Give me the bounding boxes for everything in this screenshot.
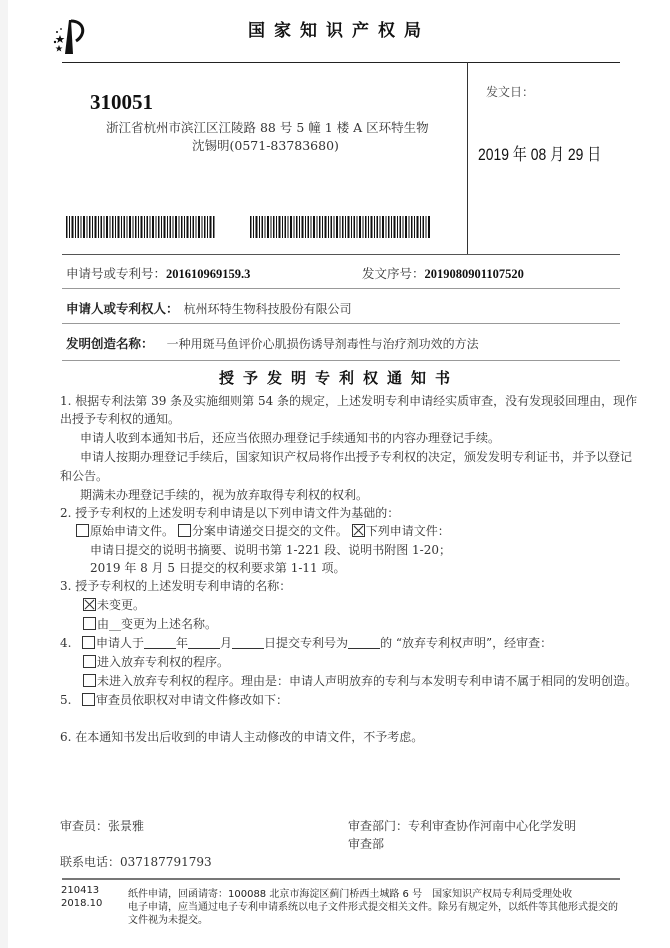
checkbox-not-enter-waiver[interactable]	[83, 674, 96, 687]
form-version: 2018.10	[61, 898, 103, 909]
paragraph-3-option-2	[83, 615, 217, 632]
checkbox-original-docs[interactable]	[76, 524, 89, 537]
option-divisional-docs-label: 分案申请递交日提交的文件。	[191, 524, 348, 538]
notice-title: 授予发明专利权通知书	[218, 369, 459, 387]
invention-title: 一种用斑马鱼评价心肌损伤诱导剂毒性与治疗剂功效的方法	[166, 337, 479, 351]
checkbox-title-unchanged[interactable]	[83, 598, 96, 611]
notice-page	[8, 0, 670, 948]
serial-number-row	[362, 263, 524, 282]
invention-row	[66, 333, 479, 352]
paragraph-4-option-2	[83, 672, 637, 689]
applicant-row	[66, 298, 352, 317]
issue-date-label: 发文日：	[486, 85, 535, 99]
paragraph-1-sub-2-line-1: 申请人按期办理登记手续后，国家知识产权局将作出授予专利权的决定，颁发发明专利证书，并予以登记	[80, 450, 633, 464]
waiver-text-1: 申请人于	[96, 636, 145, 650]
paragraph-1-sub-2-line-2: 和公告。	[60, 469, 109, 483]
header-vertical-divider	[467, 62, 468, 254]
row-divider-2	[62, 323, 620, 324]
paragraph-3: 3. 授予专利权的上述发明专利申请的名称：	[60, 579, 292, 593]
waiver-text-5: 的 “放弃专利权声明”，经审查：	[380, 636, 553, 650]
footer-paper-filing: 纸件申请，回函请寄：100088 北京市海淀区蓟门桥西土城路 6 号 国家知识产权局专利局受理处收	[128, 889, 573, 900]
applicant-name: 杭州环特生物科技股份有限公司	[183, 302, 352, 316]
checkbox-waiver-declaration[interactable]	[82, 636, 95, 649]
paragraph-1-sub-1: 申请人收到本通知书后，还应当依照办理登记手续通知书的内容办理登记手续。	[80, 431, 501, 445]
serial-number-label: 发文序号：	[362, 266, 425, 281]
applicant-label: 申请人或专利权人：	[66, 301, 179, 316]
paragraph-4-option-1	[83, 653, 229, 670]
waiver-day-blank	[232, 638, 264, 649]
paragraph-2-detail-2: 2019 年 8 月 5 日提交的权利要求第 1-11 项。	[90, 561, 346, 575]
footer-electronic-filing: 电子申请，应当通过电子专利申请系统以电子文件形式提交相关文件。除另有规定外，以纸件等其他形式提交的	[128, 902, 618, 913]
recipient-contact: 沈锡明(0571-83783680)	[192, 138, 339, 153]
application-number-row	[66, 263, 250, 282]
issue-date: 2019 年 08 月 29 日	[478, 145, 602, 164]
waiver-month-blank	[188, 638, 220, 649]
option-original-docs-label: 原始申请文件。	[90, 524, 175, 538]
checkbox-enter-waiver[interactable]	[83, 655, 96, 668]
recipient-address: 浙江省杭州市滨江区江陵路 88 号 5 幢 1 楼 A 区环特生物	[106, 120, 429, 135]
agency-name: 国家知识产权局	[248, 21, 430, 41]
paragraph-4-number: 4.	[60, 636, 72, 650]
paragraph-1-line-1: 1. 根据专利法第 39 条及实施细则第 54 条的规定，上述发明专利申请经实质审查，没有发现驳回理由，现作	[60, 394, 638, 408]
option-title-unchanged-label: 未变更。	[97, 598, 146, 612]
postcode: 310051	[90, 90, 153, 114]
waiver-text-3: 月	[220, 636, 233, 650]
paragraph-2-options	[76, 522, 450, 539]
waiver-text-4: 日提交专利号为	[264, 636, 349, 650]
paragraph-6: 6. 在本通知书发出后收到的申请人主动修改的申请文件，不予考虑。	[60, 730, 424, 744]
examiner-department-line-2: 审查部	[348, 837, 385, 851]
paragraph-5	[60, 691, 288, 708]
waiver-patent-no-blank	[348, 638, 380, 649]
waiver-year-blank	[144, 638, 176, 649]
barcode-divider	[62, 254, 620, 255]
waiver-text-2: 年	[176, 636, 189, 650]
paragraph-5-label: 审查员依职权对申请文件修改如下：	[96, 693, 289, 707]
footer-electronic-filing-cont: 文件视为未提交。	[128, 915, 208, 926]
paragraph-4	[60, 634, 552, 651]
paragraph-2: 2. 授予专利权的上述发明专利申请是以下列申请文件为基础的：	[60, 506, 400, 520]
paragraph-2-detail-1: 申请日提交的说明书摘要、说明书第 1-221 段、说明书附图 1-20；	[90, 543, 451, 557]
header-divider	[62, 62, 620, 63]
checkbox-divisional-docs[interactable]	[178, 524, 191, 537]
barcode-2	[250, 216, 432, 238]
option-listed-docs-label: 下列申请文件：	[365, 524, 450, 538]
checkbox-title-changed[interactable]	[83, 617, 96, 630]
option-not-enter-waiver-label: 未进入放弃专利权的程序。理由是：申请人声明放弃的专利与本发明专利申请不属于相同的发明创造。	[97, 674, 638, 688]
option-enter-waiver-label: 进入放弃专利权的程序。	[97, 655, 230, 669]
examiner-phone: 联系电话：037187791793	[60, 855, 212, 869]
checkbox-examiner-amendment[interactable]	[82, 693, 95, 706]
serial-number: 2019080901107520	[424, 267, 524, 281]
cnipa-logo-icon	[50, 16, 110, 56]
form-code: 210413	[61, 885, 100, 896]
row-divider-3	[62, 360, 620, 361]
application-number-label: 申请号或专利号：	[66, 266, 167, 281]
paragraph-3-option-1	[83, 596, 145, 613]
checkbox-listed-docs[interactable]	[352, 524, 365, 537]
application-number: 201610969159.3	[166, 267, 251, 281]
paragraph-5-number: 5.	[60, 693, 72, 707]
option-title-changed-label: 由__变更为上述名称。	[97, 617, 218, 631]
examiner-department-line-1: 审查部门：专利审查协作河南中心化学发明	[348, 819, 577, 833]
invention-label: 发明创造名称：	[66, 336, 154, 351]
examiner-name: 审查员：张景雅	[60, 819, 145, 833]
paragraph-1-sub-3: 期满未办理登记手续的，视为放弃取得专利权的权利。	[80, 488, 369, 502]
row-divider-1	[62, 288, 620, 289]
footer-divider	[62, 878, 620, 880]
paragraph-1-line-2: 出授予专利权的通知。	[60, 412, 181, 426]
barcode-1	[66, 216, 216, 238]
